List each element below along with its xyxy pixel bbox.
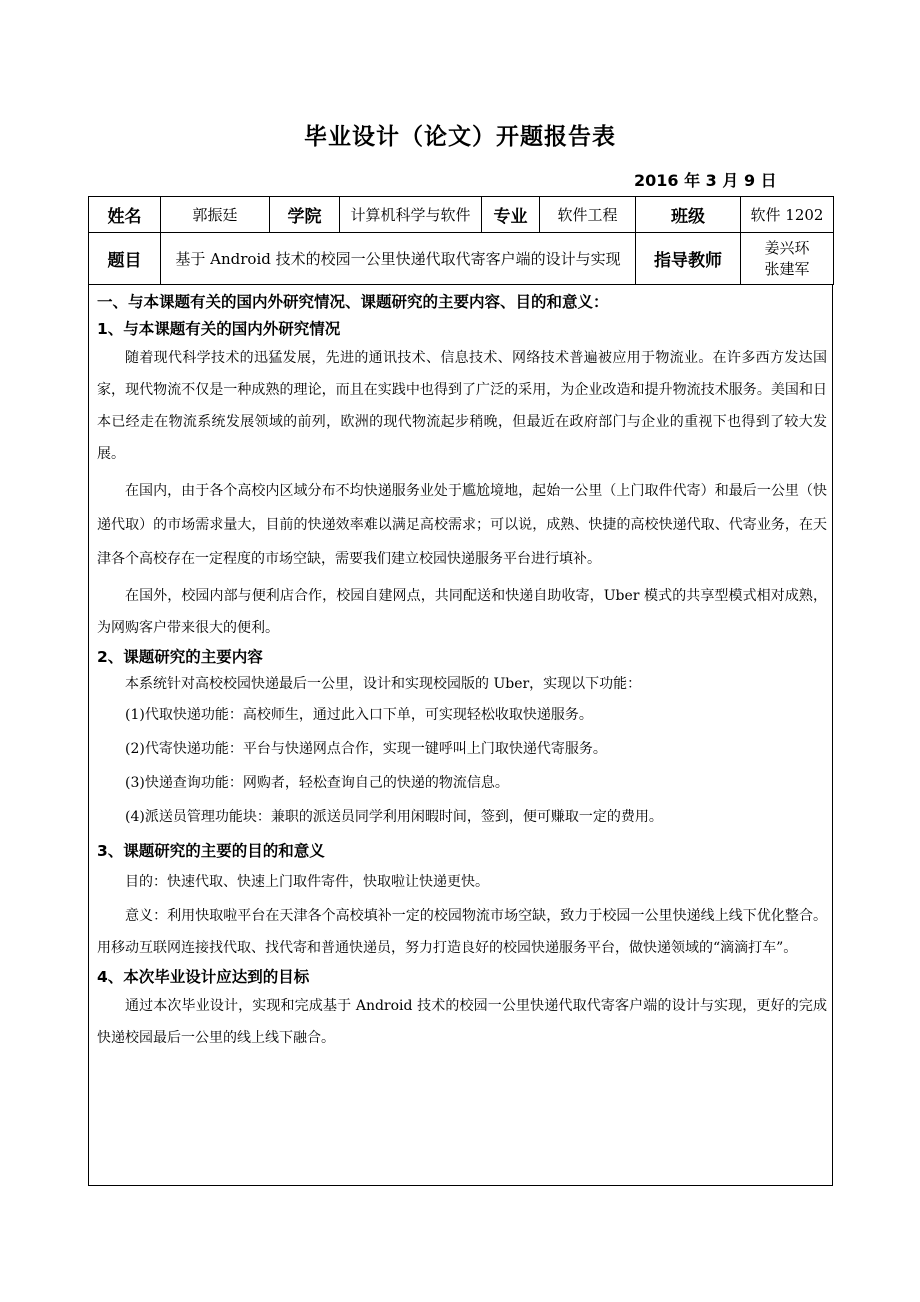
function-3: (3)快递查询功能：网购者，轻松查询自己的快递的物流信息。 xyxy=(125,775,509,791)
function-2: (2)代寄快递功能：平台与快递网点合作，实现一键呼叫上门取快递代寄服务。 xyxy=(125,741,607,757)
purpose-heading: 3、课题研究的主要的目的和意义 xyxy=(97,842,325,860)
goal-heading: 4、本次毕业设计应达到的目标 xyxy=(97,968,310,986)
college-label: 学院 xyxy=(270,197,340,233)
college-value: 计算机科学与软件 xyxy=(340,197,482,233)
function-1: (1)代取快递功能：高校师生，通过此入口下单，可实现轻松收取快递服务。 xyxy=(125,707,593,723)
content-box xyxy=(88,284,833,1186)
function-4: (4)派送员管理功能块：兼职的派送员同学利用闲暇时间，签到，便可赚取一定的费用。 xyxy=(125,809,663,825)
content xyxy=(97,284,827,1054)
goal-text: 通过本次毕业设计，实现和完成基于 Android 技术的校园一公里快递代取代寄客户端的设计与实现，更好的完成快递校园最后一公里的线上线下融合。 xyxy=(97,998,827,1046)
subject-value: 基于 Android 技术的校园一公里快递代取代寄客户端的设计与实现 xyxy=(161,233,636,285)
meaning-text: 意义：利用快取啦平台在天津各个高校填补一定的校园物流市场空缺，致力于校园一公里快递线上线下优化整合。用移动互联网连接找代取、找代寄和普通快递员，努力打造良好的校园快递服务平台，做快递领域的“滴滴打车”。 xyxy=(97,908,827,956)
research-para-1: 随着现代科学技术的迅猛发展，先进的通讯技术、信息技术、网络技术普遍被应用于物流业。在许多西方发达国家，现代物流不仅是一种成熟的理论，而且在实践中也得到了广泛的采用，为企业改造和提升物流技术服务。美国和日本已经走在物流系统发展领域的前列，欧洲的现代物流起步稍晚，但最近在政府部门与企业的重视下也得到了较大发展。 xyxy=(97,350,827,462)
advisor-name-1: 姜兴环 xyxy=(764,238,810,257)
major-label: 专业 xyxy=(482,197,540,233)
main-content-intro: 本系统针对高校校园快递最后一公里，设计和实现校园版的 Uber，实现以下功能： xyxy=(125,676,642,692)
advisor-label: 指导教师 xyxy=(636,233,741,285)
purpose-text: 目的：快速代取、快速上门取件寄件，快取啦让快递更快。 xyxy=(125,874,489,890)
name-value: 郭振廷 xyxy=(161,197,270,233)
info-row-2 xyxy=(89,233,834,285)
advisor-value xyxy=(741,233,834,285)
info-row-1 xyxy=(89,197,834,233)
class-label: 班级 xyxy=(636,197,741,233)
subject-label: 题目 xyxy=(89,233,161,285)
advisor-name-2: 张建军 xyxy=(764,259,810,278)
class-value: 软件 1202 xyxy=(741,197,834,233)
main-content-heading: 2、课题研究的主要内容 xyxy=(97,648,263,666)
research-para-2: 在国内，由于各个高校内区域分布不均快递服务业处于尴尬境地，起始一公里（上门取件代寄）和最后一公里（快递代取）的市场需求量大，目前的快递效率难以满足高校需求；可以说，成熟、快捷的高校快递代取、代寄业务，在天津各个高校存在一定程度的市场空缺，需要我们建立校园快递服务平台进行填补。 xyxy=(97,483,827,567)
name-label: 姓名 xyxy=(89,197,161,233)
report-date: 2016 年 3 月 9 日 xyxy=(634,171,777,190)
research-status-heading: 1、与本课题有关的国内外研究情况 xyxy=(97,320,341,338)
major-value: 软件工程 xyxy=(540,197,636,233)
info-table xyxy=(88,196,834,285)
page-title: 毕业设计（论文）开题报告表 xyxy=(304,124,616,150)
section-heading: 一、与本课题有关的国内外研究情况、课题研究的主要内容、目的和意义： xyxy=(97,293,609,311)
research-para-3: 在国外，校园内部与便利店合作，校园自建网点，共同配送和快递自助收寄，Uber 模式的共享型模式相对成熟，为网购客户带来很大的便利。 xyxy=(97,588,827,636)
